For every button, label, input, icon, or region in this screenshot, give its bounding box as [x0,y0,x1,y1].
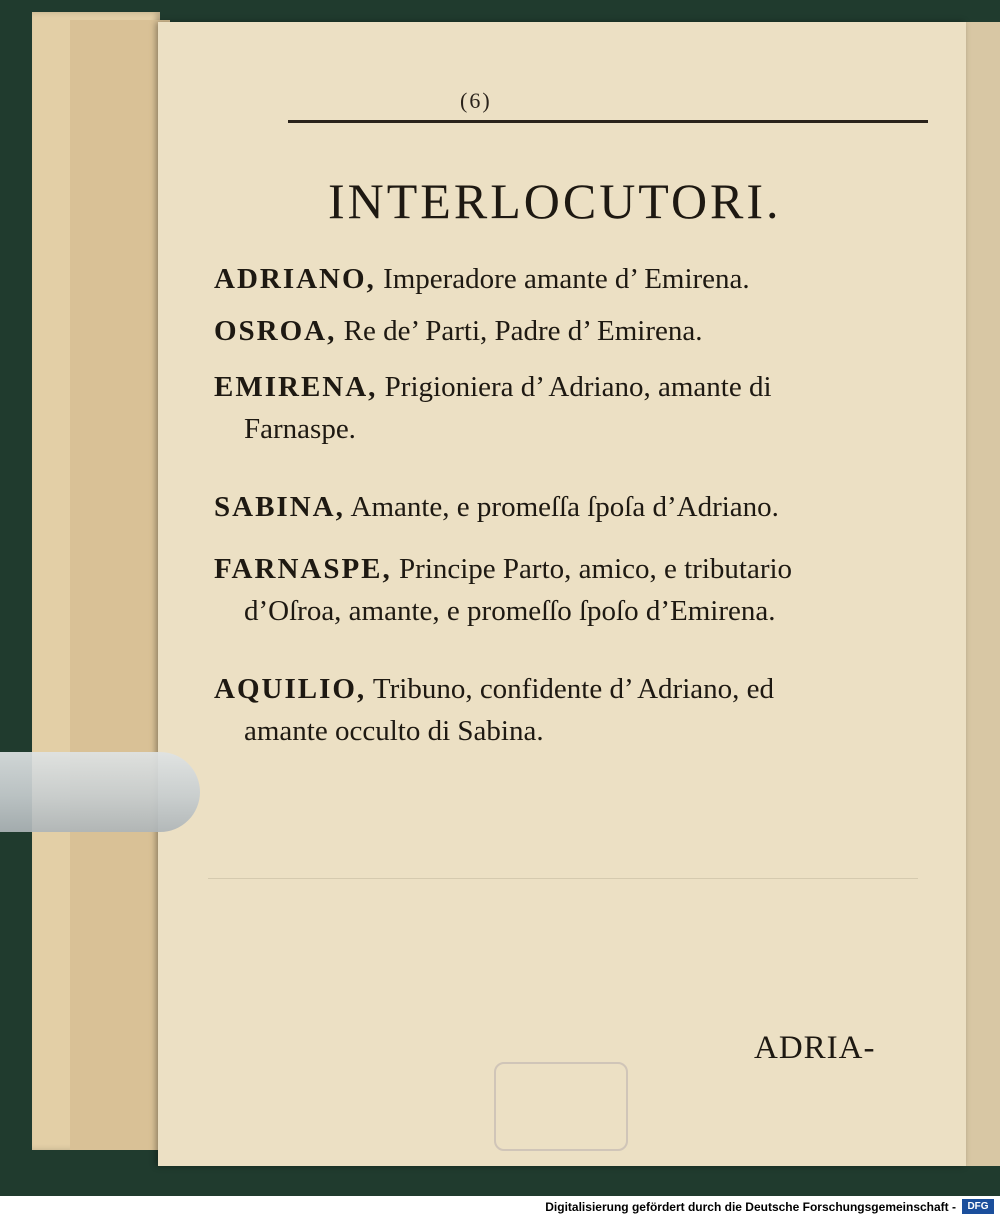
character-entry [214,486,930,528]
character-description: Principe Parto, amico, e tributario [399,553,793,585]
bleed-through-rule [208,878,918,879]
character-entry [214,366,930,450]
book-page [158,22,966,1166]
character-name: ADRIANO, [214,263,376,295]
character-description-continued: amante occulto di Sabina. [244,715,544,747]
page-edge [960,22,1000,1166]
character-description: Tribuno, confidente d’ Adriano, ed [372,673,775,705]
character-description: Prigioniera d’ Adriano, amante di [384,371,772,403]
page-holder-clip [0,752,200,832]
character-name: AQUILIO, [214,673,367,705]
character-description: Amante, e promeſſa ſpoſa d’Adriano. [350,491,779,523]
character-name: FARNASPE, [214,553,392,585]
character-description: Imperadore amante d’ Emirena. [383,263,750,295]
character-name: SABINA, [214,491,345,523]
character-description-continued: d’Oſroa, amante, e promeſſo ſpoſo d’Emirena. [244,595,776,627]
dfg-logo: DFG [962,1199,994,1214]
footer-credit: Digitalisierung gefördert durch die Deutsche Forschungsgemeinschaft - [545,1200,956,1214]
digitization-footer [0,1196,1000,1218]
character-name: EMIRENA, [214,371,378,403]
character-entry [214,548,930,632]
header-rule [288,120,928,123]
character-description: Re de’ Parti, Padre d’ Emirena. [343,315,703,347]
character-entry [214,310,930,352]
library-stamp [494,1062,628,1151]
character-name: OSROA, [214,315,337,347]
page-title: INTERLOCUTORI. [328,173,782,229]
catchword: ADRIA- [754,1030,876,1066]
character-description-continued: Farnaspe. [244,413,356,445]
character-entry [214,258,930,300]
character-entry [214,668,930,752]
page-number: (6) [454,88,498,114]
book-endpaper [70,20,170,1150]
